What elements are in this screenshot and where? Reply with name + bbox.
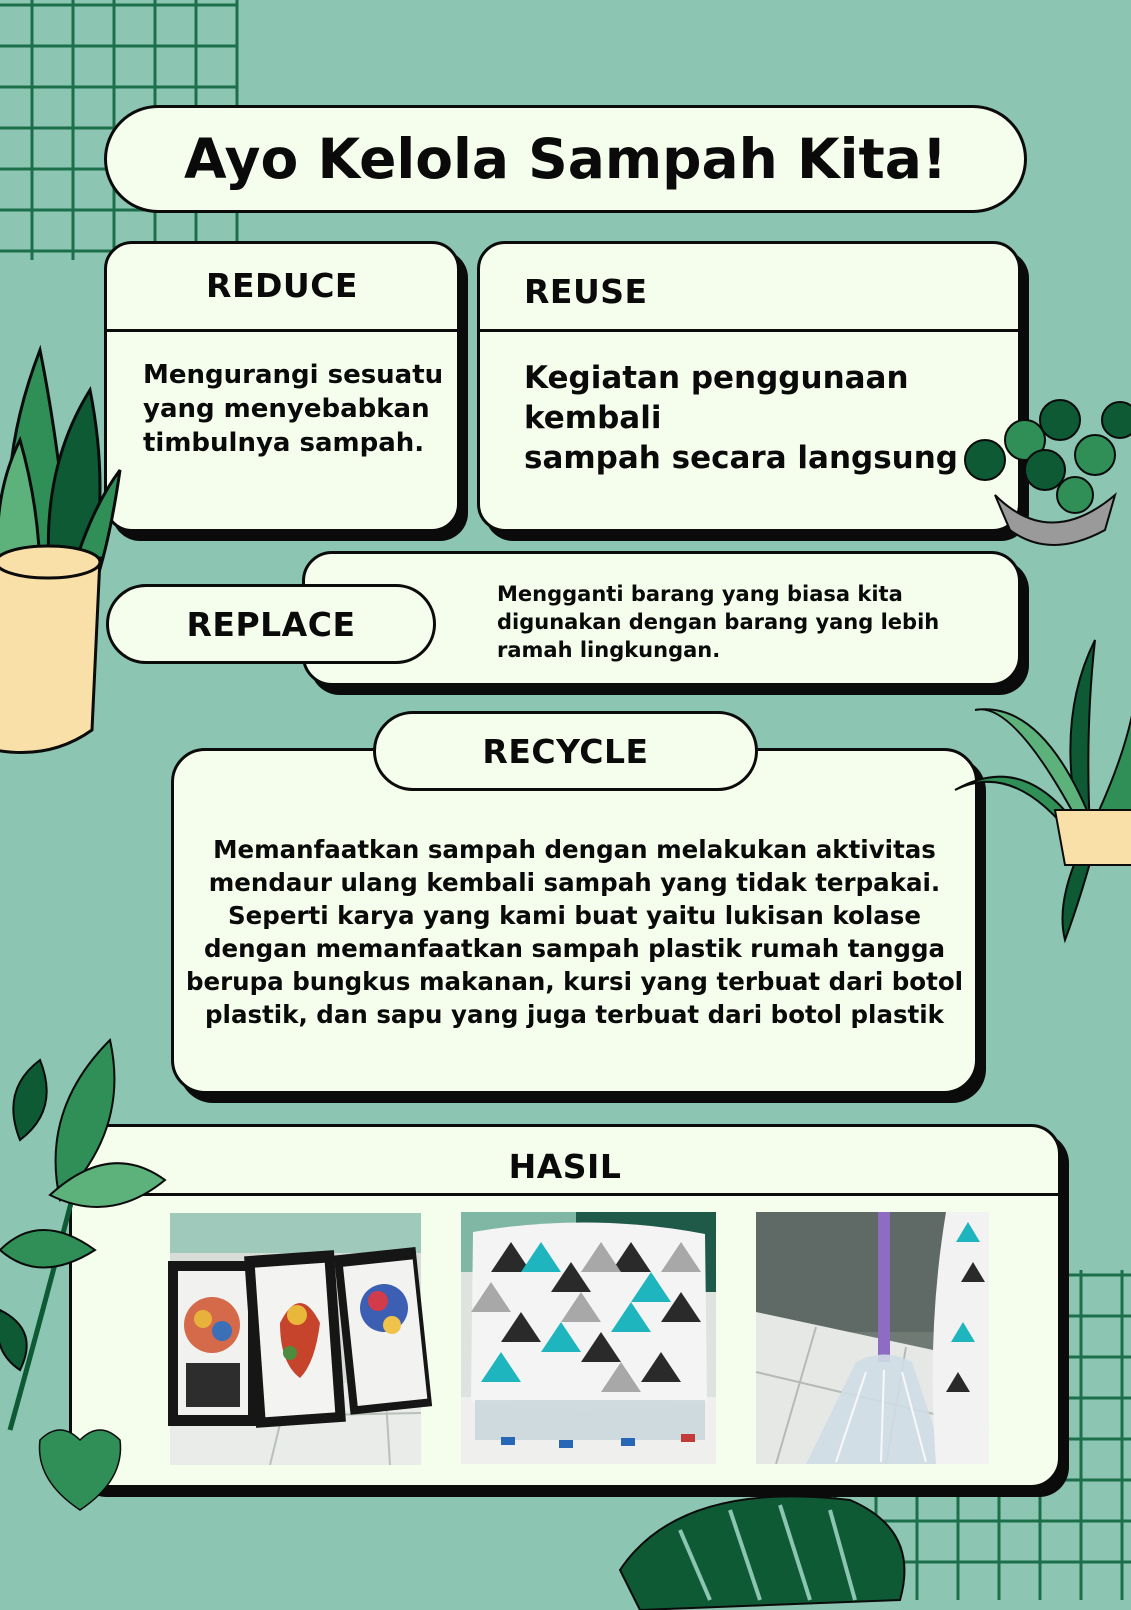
reuse-card bbox=[477, 241, 1021, 532]
reuse-heading: REUSE bbox=[524, 272, 648, 311]
snake-plant-pot-left bbox=[0, 330, 130, 770]
page-title: Ayo Kelola Sampah Kita! bbox=[184, 127, 947, 191]
recycle-text: Memanfaatkan sampah dengan melakukan aktivitas mendaur ulang kembali sampah yang tidak terpakai. Seperti karya yang kami buat yaitu lukisan kolase dengan memanfaatkan sampah plastik rumah tangga berupa bungkus makanan, kursi yang terbuat dari botol plastik, dan sapu yang juga terbuat dari botol plastik bbox=[185, 835, 964, 1029]
bottle-broom-photo bbox=[756, 1212, 989, 1464]
replace-heading: REPLACE bbox=[186, 604, 356, 644]
reduce-text: Mengurangi sesuatu yang menyebabkan timbulnya sampah. bbox=[143, 360, 444, 458]
reuse-text: Kegiatan penggunaan kembali sampah secara langsung bbox=[524, 360, 958, 476]
recycle-card bbox=[171, 748, 978, 1094]
collage-paintings-photo bbox=[170, 1213, 421, 1465]
recycle-heading-pill bbox=[373, 711, 758, 791]
replace-text: Mengganti barang yang biasa kita digunakan dengan barang yang lebih ramah lingkungan. bbox=[497, 582, 940, 662]
replace-heading-pill bbox=[106, 584, 436, 664]
leafy-branch-left bbox=[0, 1050, 170, 1470]
bottle-chair-photo bbox=[461, 1212, 716, 1464]
round-leaf-plant-right bbox=[955, 400, 1131, 560]
reduce-card bbox=[104, 241, 460, 532]
reduce-heading: REDUCE bbox=[206, 266, 358, 305]
spider-plant-right bbox=[955, 640, 1131, 940]
hasil-heading: HASIL bbox=[508, 1147, 622, 1186]
title-banner bbox=[104, 105, 1027, 213]
heart-leaf-bottom-left bbox=[35, 1420, 125, 1515]
monstera-leaf-bottom bbox=[620, 1490, 920, 1610]
recycle-heading: RECYCLE bbox=[482, 731, 649, 771]
